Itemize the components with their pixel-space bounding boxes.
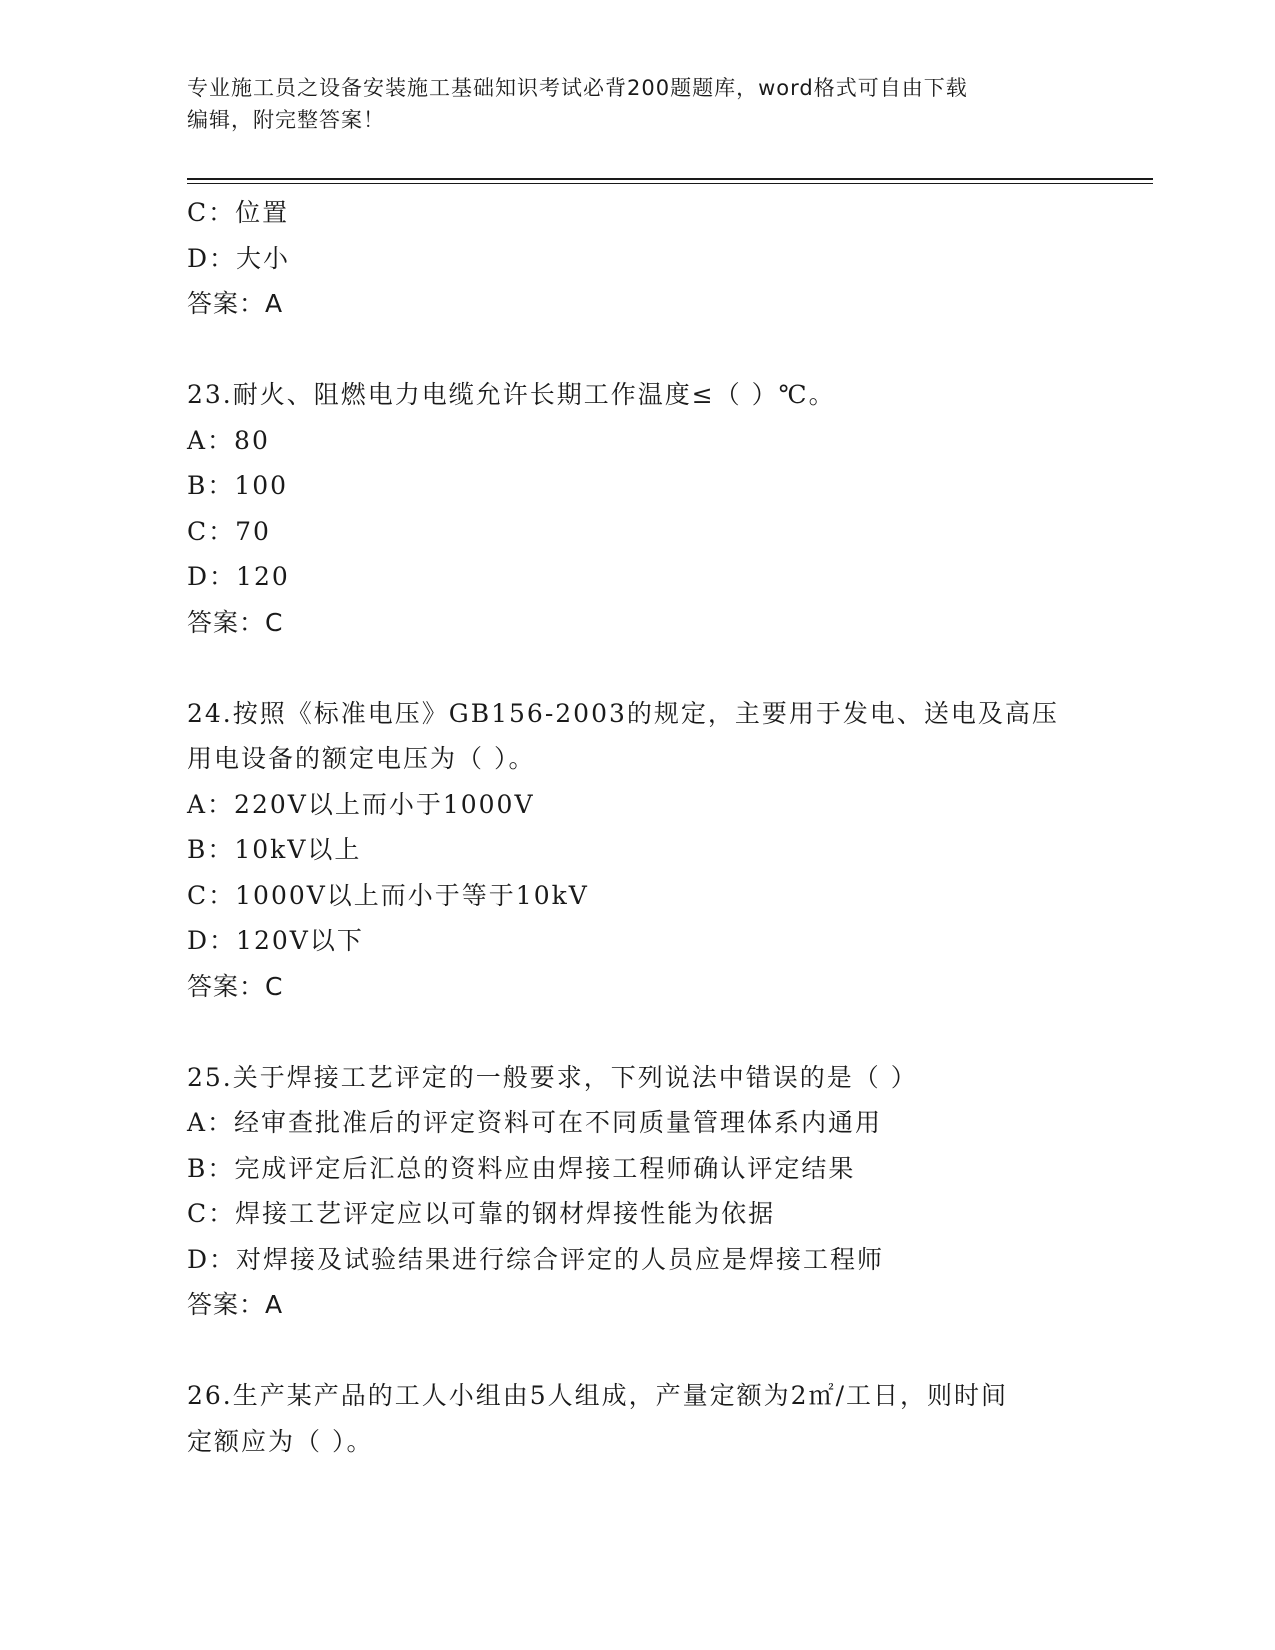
answer-line: 答案：A (187, 289, 284, 318)
answer-line: 答案：C (187, 971, 284, 1001)
header-rule-thin (187, 183, 1153, 184)
question-stem-line-1: 26.生产某产品的工人小组由5人组成，产量定额为2㎡/工日，则时间 (187, 1381, 1008, 1410)
question-26 (187, 1373, 1087, 1464)
question-stem-line-2: 用电设备的额定电压为（ ）。 (187, 744, 536, 773)
question-stem-line-2: 定额应为（ ）。 (187, 1426, 374, 1456)
question-23 (187, 372, 1087, 645)
spacer (187, 1328, 1087, 1374)
question-stem: 23.耐火、阻燃电力电缆允许长期工作温度≤（ ）℃。 (187, 380, 836, 409)
option-d: D：大小 (187, 243, 291, 273)
question-25 (187, 1055, 1087, 1328)
option-c: C：70 (187, 516, 271, 546)
answer-line: 答案：A (187, 1290, 284, 1319)
option-a: A：220V以上而小于1000V (187, 789, 535, 819)
option-a: A：80 (187, 425, 270, 455)
header-rule-thick (187, 178, 1153, 180)
option-c: C：焊接工艺评定应以可靠的钢材焊接性能为依据 (187, 1199, 776, 1228)
option-c: C：1000V以上而小于等于10kV (187, 880, 589, 910)
option-b: B：完成评定后汇总的资料应由焊接工程师确认评定结果 (187, 1153, 856, 1183)
option-d: D：120V以下 (187, 926, 364, 955)
option-d: D：120 (187, 562, 290, 591)
header-line-2: 编辑，附完整答案！ (187, 108, 385, 132)
question-stem-line-1: 24.按照《标准电压》GB156-2003的规定，主要用于发电、送电及高压 (187, 698, 1059, 728)
document-header (187, 72, 1077, 136)
header-line-1: 专业施工员之设备安装施工基础知识考试必背200题题库，word格式可自由下载 (187, 76, 968, 100)
option-c: C：位置 (187, 198, 290, 227)
spacer (187, 1009, 1087, 1055)
option-b: B：10kV以上 (187, 835, 362, 864)
answer-line: 答案：C (187, 607, 284, 637)
option-d: D：对焊接及试验结果进行综合评定的人员应是焊接工程师 (187, 1244, 885, 1274)
question-stem: 25.关于焊接工艺评定的一般要求，下列说法中错误的是（ ） (187, 1062, 918, 1092)
question-24 (187, 691, 1087, 1010)
option-b: B：100 (187, 471, 289, 500)
spacer (187, 645, 1087, 691)
option-a: A：经审查批准后的评定资料可在不同质量管理体系内通用 (187, 1108, 883, 1137)
prev-question-block (187, 190, 1087, 327)
question-content (187, 190, 1087, 1464)
spacer (187, 327, 1087, 373)
